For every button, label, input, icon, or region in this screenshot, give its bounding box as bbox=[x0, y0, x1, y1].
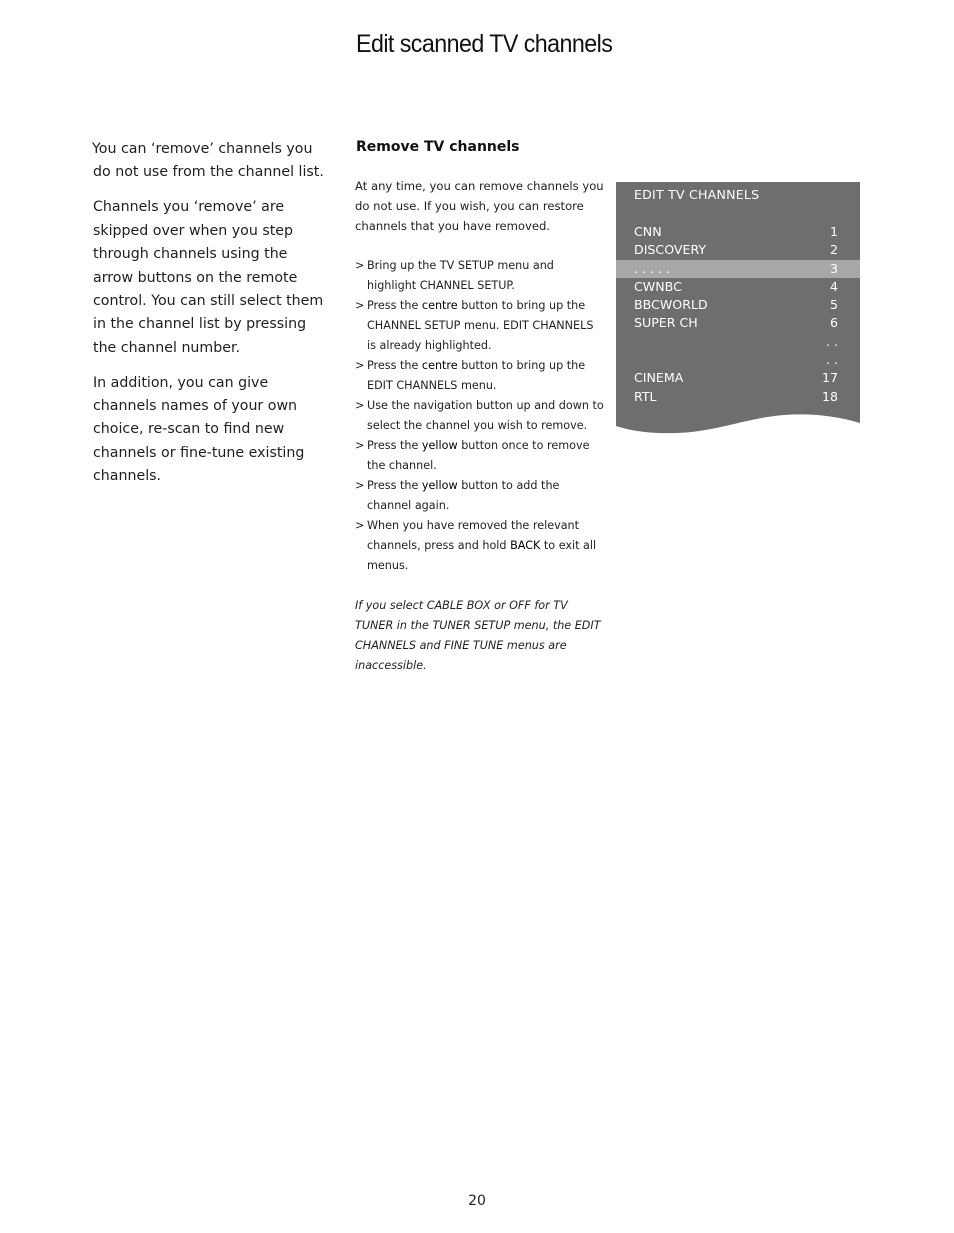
intro-paragraph: You can ‘remove’ channels you do not use from the channel list. bbox=[92, 141, 324, 181]
bullet-marker: > bbox=[355, 479, 365, 492]
channel-name: CNN bbox=[634, 224, 662, 239]
bullet-marker: > bbox=[355, 359, 365, 372]
channel-row[interactable] bbox=[616, 333, 860, 351]
bullet-marker: > bbox=[355, 519, 365, 532]
intro-paragraph: In addition, you can give channels names of your own choice, re-scan to find new channels or fine-tune existing channels. bbox=[93, 374, 305, 485]
channel-name: SUPER CH bbox=[634, 315, 698, 331]
channel-row[interactable] bbox=[616, 296, 860, 314]
instructions-column bbox=[355, 176, 605, 687]
steps-list bbox=[355, 256, 605, 576]
channel-row[interactable] bbox=[616, 241, 860, 259]
section-intro: At any time, you can remove channels you do not use. If you wish, you can restore channels that you have removed. bbox=[355, 179, 604, 233]
page-title: Edit scanned TV channels bbox=[356, 30, 613, 58]
step-item: > Use the navigation button up and down to select the channel you wish to remove. bbox=[355, 396, 605, 436]
channel-number: 4 bbox=[829, 278, 838, 294]
step-item: > When you have removed the relevant channels, press and hold BACK to exit all menus. bbox=[355, 516, 605, 576]
channel-name: CINEMA bbox=[634, 370, 684, 386]
note-text: If you select CABLE BOX or OFF for TV TUNER in the TUNER SETUP menu, the EDIT CHANNELS and FINE TUNE menus are inaccessible. bbox=[355, 599, 601, 672]
step-item: > Press the yellow button to add the channel again. bbox=[355, 476, 605, 516]
channel-row[interactable] bbox=[616, 388, 860, 406]
bullet-marker: > bbox=[355, 259, 365, 272]
channel-number: 2 bbox=[829, 242, 838, 258]
channel-number: 1 bbox=[829, 224, 838, 239]
step-item: > Bring up the TV SETUP menu and highlight CHANNEL SETUP. bbox=[355, 256, 605, 296]
channel-row[interactable] bbox=[616, 314, 860, 332]
channel-row[interactable] bbox=[616, 278, 860, 296]
channel-list bbox=[616, 223, 860, 406]
channel-number: 3 bbox=[829, 260, 838, 276]
bullet-marker: > bbox=[355, 439, 365, 452]
edit-channels-menu bbox=[616, 182, 860, 434]
channel-number: 5 bbox=[829, 297, 838, 313]
step-item: > Press the centre button to bring up the CHANNEL SETUP menu. EDIT CHANNELS is already highlighted. bbox=[355, 296, 605, 356]
channel-number: 6 bbox=[829, 315, 838, 331]
channel-name: . . . . . bbox=[634, 260, 671, 276]
intro-paragraph: Channels you ‘remove’ are skipped over when you step through channels using the arrow buttons on the remote control. You can still select them in the channel list by pressing the channel number. bbox=[93, 199, 324, 356]
channel-name: CWNBC bbox=[634, 278, 682, 294]
channel-name: DISCOVERY bbox=[634, 242, 707, 258]
channel-row[interactable] bbox=[616, 351, 860, 369]
channel-row[interactable] bbox=[616, 223, 860, 241]
channel-row[interactable] bbox=[616, 260, 860, 278]
intro-column bbox=[93, 138, 325, 500]
page-number: 20 bbox=[468, 1193, 486, 1209]
menu-title: EDIT TV CHANNELS bbox=[634, 187, 760, 202]
step-item: > Press the centre button to bring up the EDIT CHANNELS menu. bbox=[355, 356, 605, 396]
channel-number: 17 bbox=[821, 370, 838, 386]
step-item: > Press the yellow button once to remove the channel. bbox=[355, 436, 605, 476]
bullet-marker: > bbox=[355, 299, 365, 312]
section-heading: Remove TV channels bbox=[356, 139, 520, 155]
channel-number: . . bbox=[825, 333, 838, 349]
channel-name: BBCWORLD bbox=[634, 297, 708, 313]
channel-number: . . bbox=[825, 352, 838, 368]
channel-number: 18 bbox=[821, 388, 838, 404]
bullet-marker: > bbox=[355, 399, 365, 412]
channel-row[interactable] bbox=[616, 369, 860, 387]
channel-name: RTL bbox=[634, 388, 657, 404]
